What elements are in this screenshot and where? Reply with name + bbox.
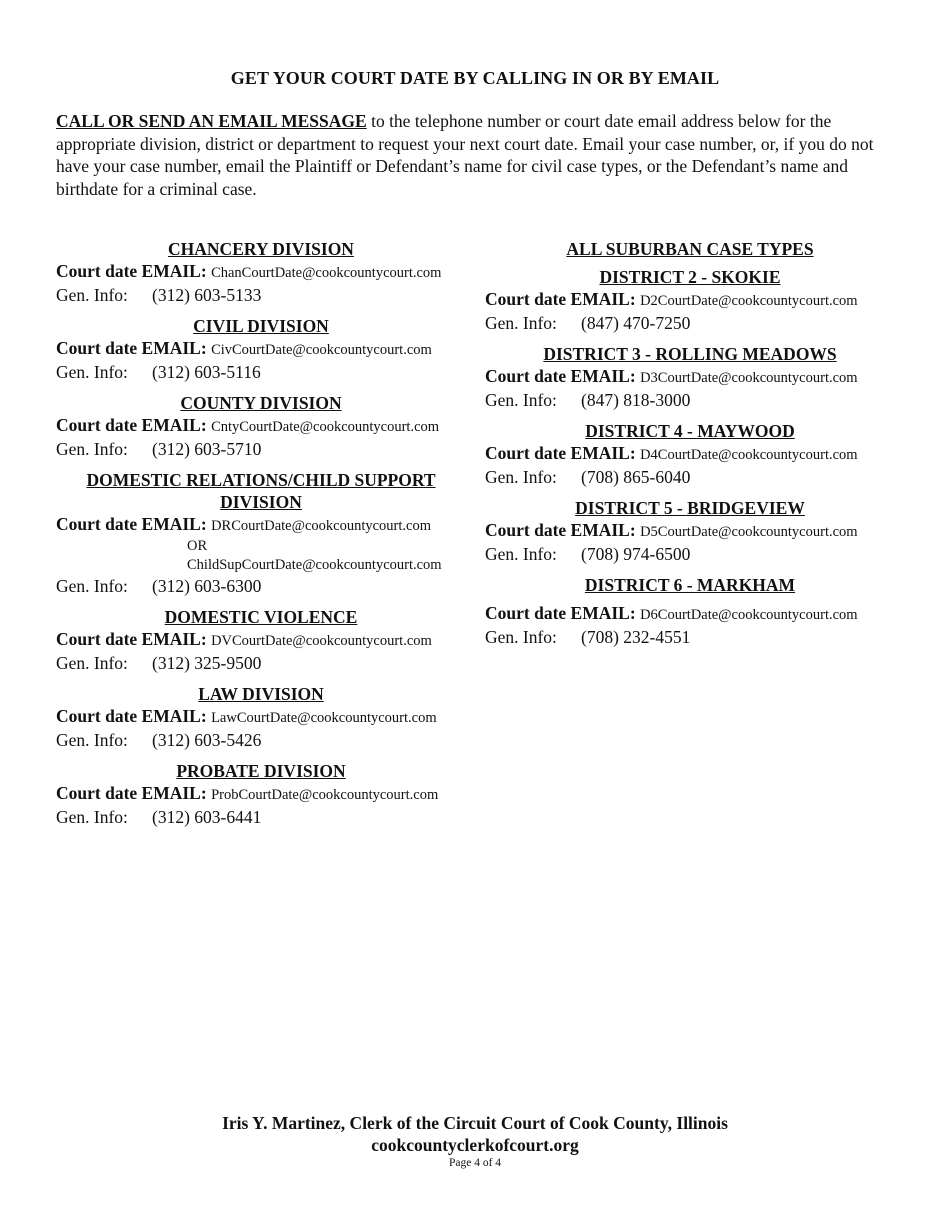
court-date-email[interactable]: D3CourtDate@cookcountycourt.com (640, 370, 858, 386)
info-row (56, 284, 466, 306)
info-label: Gen. Info: (485, 467, 557, 487)
email-row (56, 782, 466, 806)
email-row (56, 705, 466, 729)
page-title: GET YOUR COURT DATE BY CALLING IN OR BY EMAIL (230, 68, 720, 88)
division-probate (56, 760, 466, 828)
phone-number[interactable]: (312) 603-5426 (152, 730, 262, 750)
info-row (56, 575, 466, 597)
email-label: Court date EMAIL: (56, 514, 207, 534)
email-row (56, 337, 466, 361)
district-title: DISTRICT 6 - MARKHAM (584, 575, 796, 595)
info-row (485, 543, 895, 565)
division-law (56, 683, 466, 751)
info-label: Gen. Info: (56, 730, 128, 750)
info-row (56, 806, 466, 828)
district-4 (485, 420, 895, 488)
info-label: Gen. Info: (56, 439, 128, 459)
district-5 (485, 497, 895, 565)
info-label: Gen. Info: (485, 313, 557, 333)
court-date-email[interactable]: DVCourtDate@cookcountycourt.com (211, 633, 432, 649)
or-separator: OR (187, 538, 208, 554)
info-label: Gen. Info: (56, 807, 128, 827)
clerk-name: Iris Y. Martinez, Clerk of the Circuit Court of Cook County, Illinois (222, 1113, 728, 1133)
division-county (56, 392, 466, 460)
district-2 (485, 266, 895, 334)
district-3 (485, 343, 895, 411)
district-6 (485, 574, 895, 648)
division-domestic-relations (56, 469, 466, 597)
info-row (485, 389, 895, 411)
phone-number[interactable]: (312) 603-6300 (152, 576, 262, 596)
court-date-email-alt[interactable]: ChildSupCourtDate@cookcountycourt.com (187, 557, 442, 573)
district-title: DISTRICT 2 - SKOKIE (599, 267, 781, 287)
page-number: Page 4 of 4 (448, 1157, 502, 1169)
email-row (485, 602, 895, 626)
division-title: DOMESTIC RELATIONS/CHILD SUPPORT DIVISION (86, 470, 436, 512)
email-label: Court date EMAIL: (485, 366, 636, 386)
info-row (485, 466, 895, 488)
intro-text: to the telephone number or court date email address below for the appropriate division, district or department to request your next court date. Email your case number, or, if you do not have your case number, email the Plaintiff or Defendant’s name for civil case types, or the Defendant’s name and birthdate for a criminal case. (56, 111, 874, 199)
info-label: Gen. Info: (56, 362, 128, 382)
district-title: DISTRICT 5 - BRIDGEVIEW (575, 498, 805, 518)
email-label: Court date EMAIL: (485, 289, 636, 309)
suburban-title: ALL SUBURBAN CASE TYPES (566, 239, 814, 259)
phone-number[interactable]: (847) 470-7250 (581, 313, 691, 333)
court-date-email[interactable]: D5CourtDate@cookcountycourt.com (640, 524, 858, 540)
info-row (56, 438, 466, 460)
email-label: Court date EMAIL: (56, 338, 207, 358)
email-label: Court date EMAIL: (485, 443, 636, 463)
phone-number[interactable]: (708) 974-6500 (581, 544, 691, 564)
phone-number[interactable]: (312) 325-9500 (152, 653, 262, 673)
division-domestic-violence (56, 606, 466, 674)
court-date-email[interactable]: CntyCourtDate@cookcountycourt.com (211, 419, 440, 435)
court-date-email[interactable]: ProbCourtDate@cookcountycourt.com (211, 787, 439, 803)
division-chancery (56, 238, 466, 306)
court-date-email[interactable]: D4CourtDate@cookcountycourt.com (640, 447, 858, 463)
info-label: Gen. Info: (56, 285, 128, 305)
info-row (56, 729, 466, 751)
phone-number[interactable]: (708) 865-6040 (581, 467, 691, 487)
email-label: Court date EMAIL: (56, 706, 207, 726)
phone-number[interactable]: (312) 603-5116 (152, 362, 261, 382)
division-civil (56, 315, 466, 383)
email-row (56, 513, 466, 537)
division-title: CHANCERY DIVISION (168, 239, 354, 259)
email-row (485, 519, 895, 543)
email-row (56, 628, 466, 652)
info-label: Gen. Info: (485, 390, 557, 410)
info-label: Gen. Info: (485, 544, 557, 564)
email-label: Court date EMAIL: (56, 783, 207, 803)
court-date-email[interactable]: D6CourtDate@cookcountycourt.com (640, 607, 858, 623)
intro-lead: CALL OR SEND AN EMAIL MESSAGE (56, 111, 367, 131)
court-date-email[interactable]: DRCourtDate@cookcountycourt.com (211, 518, 431, 534)
info-row (485, 312, 895, 334)
email-label: Court date EMAIL: (56, 629, 207, 649)
info-label: Gen. Info: (56, 576, 128, 596)
court-date-email[interactable]: LawCourtDate@cookcountycourt.com (211, 710, 437, 726)
info-label: Gen. Info: (56, 653, 128, 673)
court-date-email[interactable]: D2CourtDate@cookcountycourt.com (640, 293, 858, 309)
division-title: LAW DIVISION (198, 684, 324, 704)
district-title: DISTRICT 3 - ROLLING MEADOWS (543, 344, 837, 364)
division-title: DOMESTIC VIOLENCE (164, 607, 358, 627)
email-label: Court date EMAIL: (485, 520, 636, 540)
phone-number[interactable]: (312) 603-6441 (152, 807, 262, 827)
info-row (56, 361, 466, 383)
phone-number[interactable]: (847) 818-3000 (581, 390, 691, 410)
email-label: Court date EMAIL: (56, 261, 207, 281)
email-row (485, 442, 895, 466)
phone-number[interactable]: (312) 603-5710 (152, 439, 262, 459)
email-row (56, 414, 466, 438)
email-row (485, 288, 895, 312)
divisions-column (56, 238, 466, 837)
suburban-column (485, 238, 895, 657)
footer (0, 1112, 950, 1170)
email-label: Court date EMAIL: (485, 603, 636, 623)
intro-paragraph (56, 110, 888, 200)
phone-number[interactable]: (708) 232-4551 (581, 627, 691, 647)
district-title: DISTRICT 4 - MAYWOOD (585, 421, 795, 441)
info-label: Gen. Info: (485, 627, 557, 647)
phone-number[interactable]: (312) 603-5133 (152, 285, 262, 305)
division-title: PROBATE DIVISION (176, 761, 346, 781)
website-link[interactable]: cookcountyclerkofcourt.org (371, 1135, 579, 1155)
email-label: Court date EMAIL: (56, 415, 207, 435)
division-title: COUNTY DIVISION (180, 393, 342, 413)
court-date-email[interactable]: ChanCourtDate@cookcountycourt.com (211, 265, 442, 281)
info-row (485, 626, 895, 648)
info-row (56, 652, 466, 674)
division-title: CIVIL DIVISION (193, 316, 329, 336)
email-row (485, 365, 895, 389)
email-row (56, 260, 466, 284)
court-date-email[interactable]: CivCourtDate@cookcountycourt.com (211, 342, 432, 358)
